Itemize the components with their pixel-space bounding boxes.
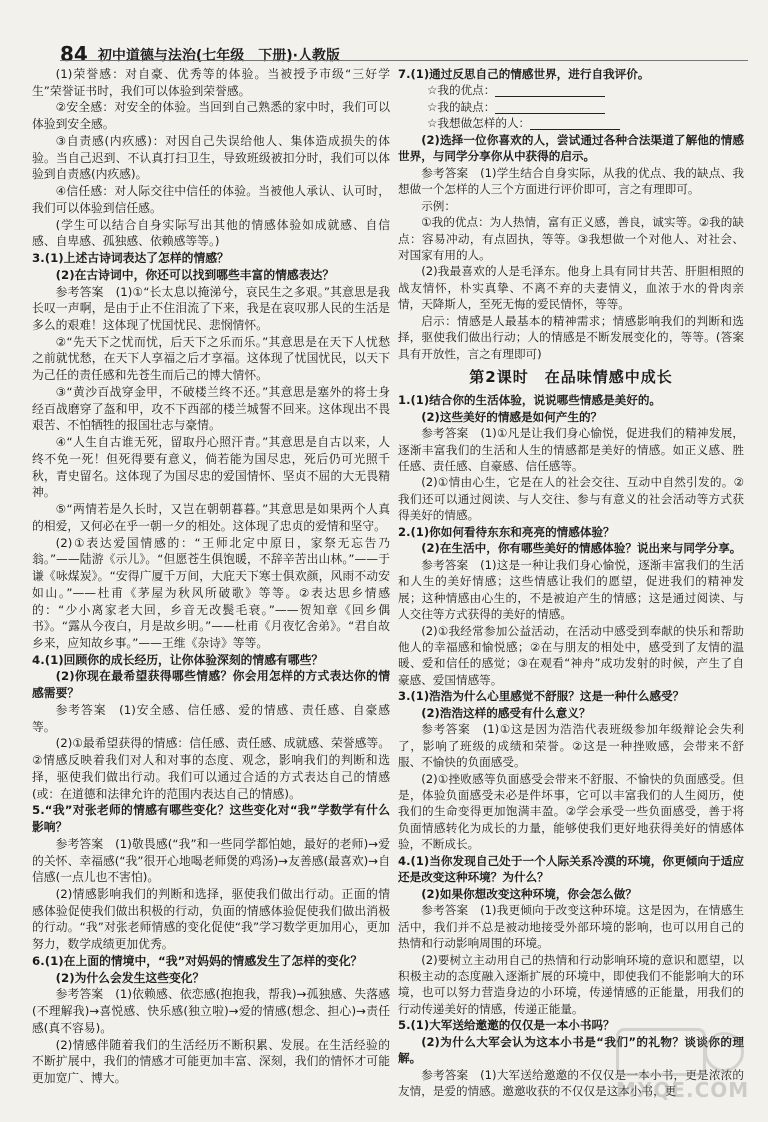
question: 6.(1)在上面的情境中，“我”对妈妈的情感发生了怎样的变化？	[32, 953, 363, 968]
paragraph: ①我的优点：为人热情，富有正义感，善良，诚实等。②我的缺点：容易冲动，有点固执，等等。③我想做一个对他人、对社会、对国家有用的人。	[398, 215, 744, 262]
question: 3.(1)浩浩为什么心里感觉不舒服？这是一种什么感受？	[398, 689, 685, 704]
answer: 参考答案 (1)我更倾向于改变这种环境。这是因为，在情感生活中，我们并不总是被动地接受外部环境的影响，也可以用自己的热情和行动影响周围的环境。	[398, 903, 744, 951]
question: 7.(1)通过反思自己的情感世界，进行自我评价。	[398, 67, 650, 81]
question: 4.(1)回顾你的成长经历，让你体验深刻的情感有哪些？	[32, 652, 324, 667]
book-title: 初中道德与法治(七年级 下册)·人教版	[97, 48, 340, 64]
left-column	[32, 66, 390, 1087]
answer: 参考答案 (1)安全感、信任感、爱的情感、责任感、自豪感等。	[32, 702, 390, 734]
self-eval-row	[398, 115, 744, 131]
paragraph: (2)①最希望获得的情感：信任感、责任感、成就感、荣誉感等。②情感反映着我们对人和对事的态度、观念，影响我们的判断和选择，驱使我们做出行动。我们可以通过合适的方式表达自己的情感(或：在道德和法律允许的范围内表达自己的情感)。	[32, 736, 390, 801]
paragraph: ②安全感：对安全的体验。当回到自己熟悉的家中时，我们可以体验到安全感。	[32, 100, 390, 132]
question: (2)在生活中，你有哪些美好的情感体验？说出来与同学分享。	[421, 541, 742, 556]
paragraph: (学生可以结合自身实际写出其他的情感体验如成就感、自信感、自卑感、孤独感、依赖感等等。)	[32, 217, 390, 249]
question: 1.(1)结合你的生活体验，说说哪些情感是美好的。	[398, 393, 662, 408]
lesson-title: 第2课时 在品味情感中成长	[469, 368, 673, 387]
paragraph: (2)要树立主动用自己的热情和行动影响环境的意识和愿望，以积极主动的态度融入逐渐扩展的环境中，即使我们不能影响大的环境，也可以努力营造身边的小环境，传递情感的正能量，用我们的行动传递美好的情感，传递正能量。	[398, 952, 744, 1016]
question: 5.“我”对张老师的情感有哪些变化？这些变化对“我”学数学有什么影响？	[32, 803, 390, 835]
paragraph: 示例：	[421, 198, 456, 213]
self-eval-label: ☆我的缺点：	[427, 99, 496, 114]
header-rule	[60, 60, 748, 61]
answer: 参考答案 (1)这是一种让我们身心愉悦，逐渐丰富我们的生活和人生的美好情感；这些情感让我们的愿望，促进我们的精神发展；这种情感由心生的，不是被迫产生的情感；这是通过阅读、与人交往等方式获得的美好的情感。	[398, 557, 744, 622]
paragraph: (2)①情由心生，它是在人的社会交往、互动中自然引发的。②我们还可以通过阅读、与人交往、参与有意义的社会活动等方式获得美好的情感。	[398, 475, 744, 523]
paragraph: (2)①我经常参加公益活动，在活动中感受到奉献的快乐和帮助他人的幸福感和愉悦感；②在与朋友的相处中，感受到了友情的温暖、爱和信任的感觉；③在观看“神舟”成功发射的时候，产生了自豪感、爱国情感等。	[398, 623, 744, 687]
self-eval-row	[398, 82, 744, 98]
paragraph: (1)荣誉感：对自豪、优秀等的体验。当被授予市级“三好学生”荣誉证书时，我们可以体验到荣誉感。	[32, 67, 390, 98]
question: (2)在古诗词中，你还可以找到哪些丰富的情感表达？	[55, 267, 335, 282]
watermark-text: MXQE.COM	[616, 1078, 750, 1102]
paragraph: ④“人生自古谁无死，留取丹心照汗青。”其意思是自古以来，人终不免一死！但死得要有意义，倘若能为国尽忠，死后仍可光照千秋，青史留名。这体现了为国尽忠的爱国情怀、坚贞不屈的大无畏精神。	[32, 435, 390, 500]
answer-blank	[530, 117, 620, 130]
watermark-box-icon	[616, 1028, 706, 1076]
self-eval-label: ☆我想做怎样的人：	[427, 116, 531, 131]
answer-blank	[495, 84, 605, 97]
answer: 参考答案 (1)学生结合自身实际，从我的优点、我的缺点、我想做一个怎样的人三个方面进行评价即可，言之有理即可。	[398, 165, 744, 197]
answer-blank	[495, 101, 605, 114]
question: (2)选择一位你喜欢的人，尝试通过各种合法渠道了解他的情感世界，与同学分享你从中获得的启示。	[398, 132, 744, 164]
watermark-logo	[616, 1028, 750, 1108]
question: (2)为什么大军会认为这本小书是“我们”的礼物？谈谈你的理解。	[398, 1034, 744, 1066]
paragraph: ③“黄沙百战穿金甲，不破楼兰终不还。”其意思是塞外的将士身经百战磨穿了盔和甲，攻不下西部的楼兰城誓不回来。这体现出不畏艰苦、不怕牺牲的报国壮志与豪情。	[32, 384, 390, 433]
question: (2)这些美好的情感是如何产生的？	[421, 409, 603, 424]
answer: 参考答案 (1)①凡是让我们身心愉悦，促进我们的精神发展，逐渐丰富我们的生活和人生的情感都是美好的情感。如正义感、胜任感、责任感、自豪感、信任感等。	[398, 426, 744, 473]
answer: 参考答案 (1)①“长太息以掩涕兮，哀民生之多艰。”其意思是我长叹一声啊，是由于止不住泪流了下来，我是在哀叹那人民的生活是多么的艰难！这体现了忧国忧民、悲悯情怀。	[32, 284, 390, 333]
answer: 参考答案 (1)大军送给邀邀的不仅仅是一本小书，更是浓浓的友情，是爱的情感。邀邀收获的不仅仅是这本小书，更	[398, 1067, 744, 1099]
self-eval-row	[398, 99, 744, 115]
paragraph: (2)我最喜欢的人是毛泽东。他身上具有同甘共苦、肝胆相照的战友情怀，朴实真挚、不离不弃的夫妻情义，血浓于水的骨肉亲情，天降斯人，至死无悔的爱民情怀，等等。	[398, 264, 744, 312]
page-number: 84	[60, 42, 88, 66]
paragraph: ④信任感：对人际交往中信任的体验。当被他人承认、认可时，我们可以体验到信任感。	[32, 184, 390, 215]
paragraph: (2)①表达爱国情感的：“王师北定中原日，家祭无忘告乃翁。”——陆游《示儿》。“但愿苍生俱饱暖，不辞辛苦出山林。”——于谦《咏煤炭》。“安得广厦千万间，大庇天下寒士俱欢颜，风雨不动安如山。”——杜甫《茅屋为秋风所破歌》等等。②表达思乡情感的：“少小离家老大回，乡音无改鬓毛衰。”——贺知章《回乡偶书》。“露从今夜白，月是故乡明。”——杜甫《月夜忆舍弟》。“君自故乡来，应知故乡事。”——王维《杂诗》等等。	[32, 535, 390, 650]
question: (2)你现在最希望获得哪些情感？你会用怎样的方式表达你的情感需要？	[32, 669, 390, 701]
question: (2)浩浩这样的感受有什么意义？	[421, 705, 591, 720]
question: 2.(1)你如何看待东东和亮亮的情感体验？	[398, 524, 615, 539]
paragraph: ③自责感(内疚感)：对因自己失误给他人、集体造成损失的体验。当自己迟到、不认真打扫卫生，导致班级被扣分时，我们可以体验到自责感(内疚感)。	[32, 133, 390, 182]
answer: 参考答案 (1)依赖感、依恋感(抱抱我，帮我)→孤独感、失落感(不理解我)→喜悦感、快乐感(独立啦)→爱的情感(想念、担心)→责任感(真不容易)。	[32, 987, 390, 1035]
answer: 参考答案 (1)①这是因为浩浩代表班级参加年级辩论会失利了，影响了班级的成绩和荣誉。②这是一种挫败感，会带来不舒服、不愉快的负面感受。	[398, 722, 744, 770]
page-header	[60, 28, 340, 64]
question: (2)为什么会发生这些变化？	[55, 970, 205, 985]
answer: 参考答案 (1)敬畏感(“我”和一些同学都怕她，最好的老师)→爱的关怀、幸福感(“我”很开心地喝老师煲的鸡汤)→友善感(最喜欢)→自信感(一点儿也不害怕)。	[32, 836, 390, 885]
paragraph: (2)情感伴随着我们的生活经历不断积累、发展。在生活经验的不断扩展中，我们的情感才可能更加丰富、深刻，我们的情怀才可能更加宽广、博大。	[32, 1037, 390, 1086]
question: 3.(1)上述古诗词表达了怎样的情感？	[32, 251, 229, 266]
paragraph: (2)①挫败感等负面感受会带来不舒服、不愉快的负面感受。但是，体验负面感受未必是件坏事，它可以丰富我们的人生阅历，使我们的生命变得更加饱满丰盈。②学会承受一些负面感受，善于将负面情感转化为成长的力量，能够使我们更好地获得美好的情感体验，不断成长。	[398, 771, 744, 852]
paragraph: ⑤“两情若是久长时，又岂在朝朝暮暮。”其意思是如果两个人真的相爱，又何必在乎一朝一夕的相处。这体现了忠贞的爱情和坚守。	[32, 502, 390, 533]
paragraph: 启示：情感是人最基本的精神需求；情感影响我们的判断和选择，驱使我们做出行动；人的情感是不断发展变化的，等等。(答案具有开放性，言之有理即可)	[398, 313, 744, 361]
self-eval-label: ☆我的优点：	[427, 83, 496, 98]
paragraph: (2)情感影响我们的判断和选择，驱使我们做出行动。正面的情感体验促使我们做出积极的行动，负面的情感体验促使我们做出消极的行动。“我”对张老师情感的变化促使“我”学习数学更加用心，更加努力，数学成绩更加优秀。	[32, 886, 390, 952]
question: 4.(1)当你发现自己处于一个人际关系冷漠的环境，你更倾向于适应还是改变这种环境？为什么？	[398, 853, 744, 885]
question: (2)如果你想改变这种环境，你会怎么做？	[421, 886, 637, 901]
paragraph: ②“先天下之忧而忧，后天下之乐而乐。”其意思是在天下人忧愁之前就忧愁，在天下人享福之后才享福。这体现了忧国忧民，以天下为己任的责任感和先苍生而后己的博大情怀。	[32, 334, 390, 383]
question: 5.(1)大军送给邀邀的仅仅是一本小书吗？	[398, 1018, 615, 1033]
watermark-circle-icon	[704, 1032, 744, 1072]
right-column	[398, 66, 744, 1100]
